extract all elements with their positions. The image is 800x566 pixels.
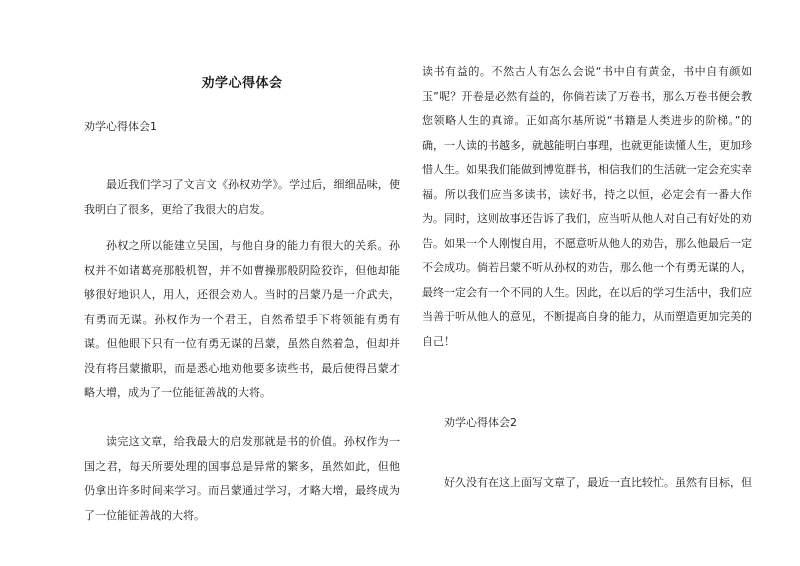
right-paragraph-2: 好久没有在这上面写文章了，最近一直比较忙。虽然有目标，但: [444, 476, 752, 489]
section2-heading: 劝学心得体会2: [444, 416, 517, 429]
document-title: 劝学心得体会: [201, 76, 283, 91]
left-paragraph-1: 最近我们学习了文言文《孙权劝学》。学过后，细细品味，使我明白了很多，更给了我很大的启发。: [84, 178, 400, 216]
left-paragraph-3: 读完这文章，给我最大的启发那就是书的价值。孙权作为一国之君，每天所要处理的国事总是异常的繁多，虽然如此，但他仍拿出许多时间来学习。而吕蒙通过学习，才略大增，最终成为了一位能征善战的大将。: [84, 435, 400, 522]
right-paragraph-1: 读书有益的。不然古人有怎么会说“书中自有黄金，书中自有颜如玉”呢？开卷是必然有益的，你倘若读了万卷书，那么万卷书便会教您领略人生的真谛。正如高尔基所说“书籍是人类进步的阶梯。”的确，一人读的书越多，就越能明白事理，也就更能读懂人生，更加珍惜人生。如果我们能做到博览群书，相信我们的生活就一定会充实幸福。所以我们应当多读书，读好书，持之以恒，必定会有一番大作为。同时，这则故事还告诉了我们，应当听从他人对自己有好处的劝告。如果一个人刚愎自用，不愿意听从他人的劝告，那么他最后一定不会成功。倘若吕蒙不听从孙权的劝告，那么他一个有勇无谋的人，最终一定会有一个不同的人生。因此，在以后的学习生活中，我们应当善于听从他人的意见，不断提高自身的能力，从而塑造更加完美的自己！: [422, 65, 752, 348]
left-paragraph-2: 孙权之所以能建立吴国，与他自身的能力有很大的关系。孙权并不如诸葛亮那般机智，并不如曹操那般阴险狡诈，但他却能够很好地识人，用人，还很会劝人。当时的吕蒙乃是一介武夫，有勇而无谋。孙权作为一个君王，自然希望手下将领能有勇有谋。但他眼下只有一位有勇无谋的吕蒙，虽然自然着急，但却并没有将吕蒙撤职，而是悉心地劝他要多读些书，最后使得吕蒙才略大增，成为了一位能征善战的大将。: [84, 239, 400, 399]
section1-heading: 劝学心得体会1: [84, 120, 157, 133]
